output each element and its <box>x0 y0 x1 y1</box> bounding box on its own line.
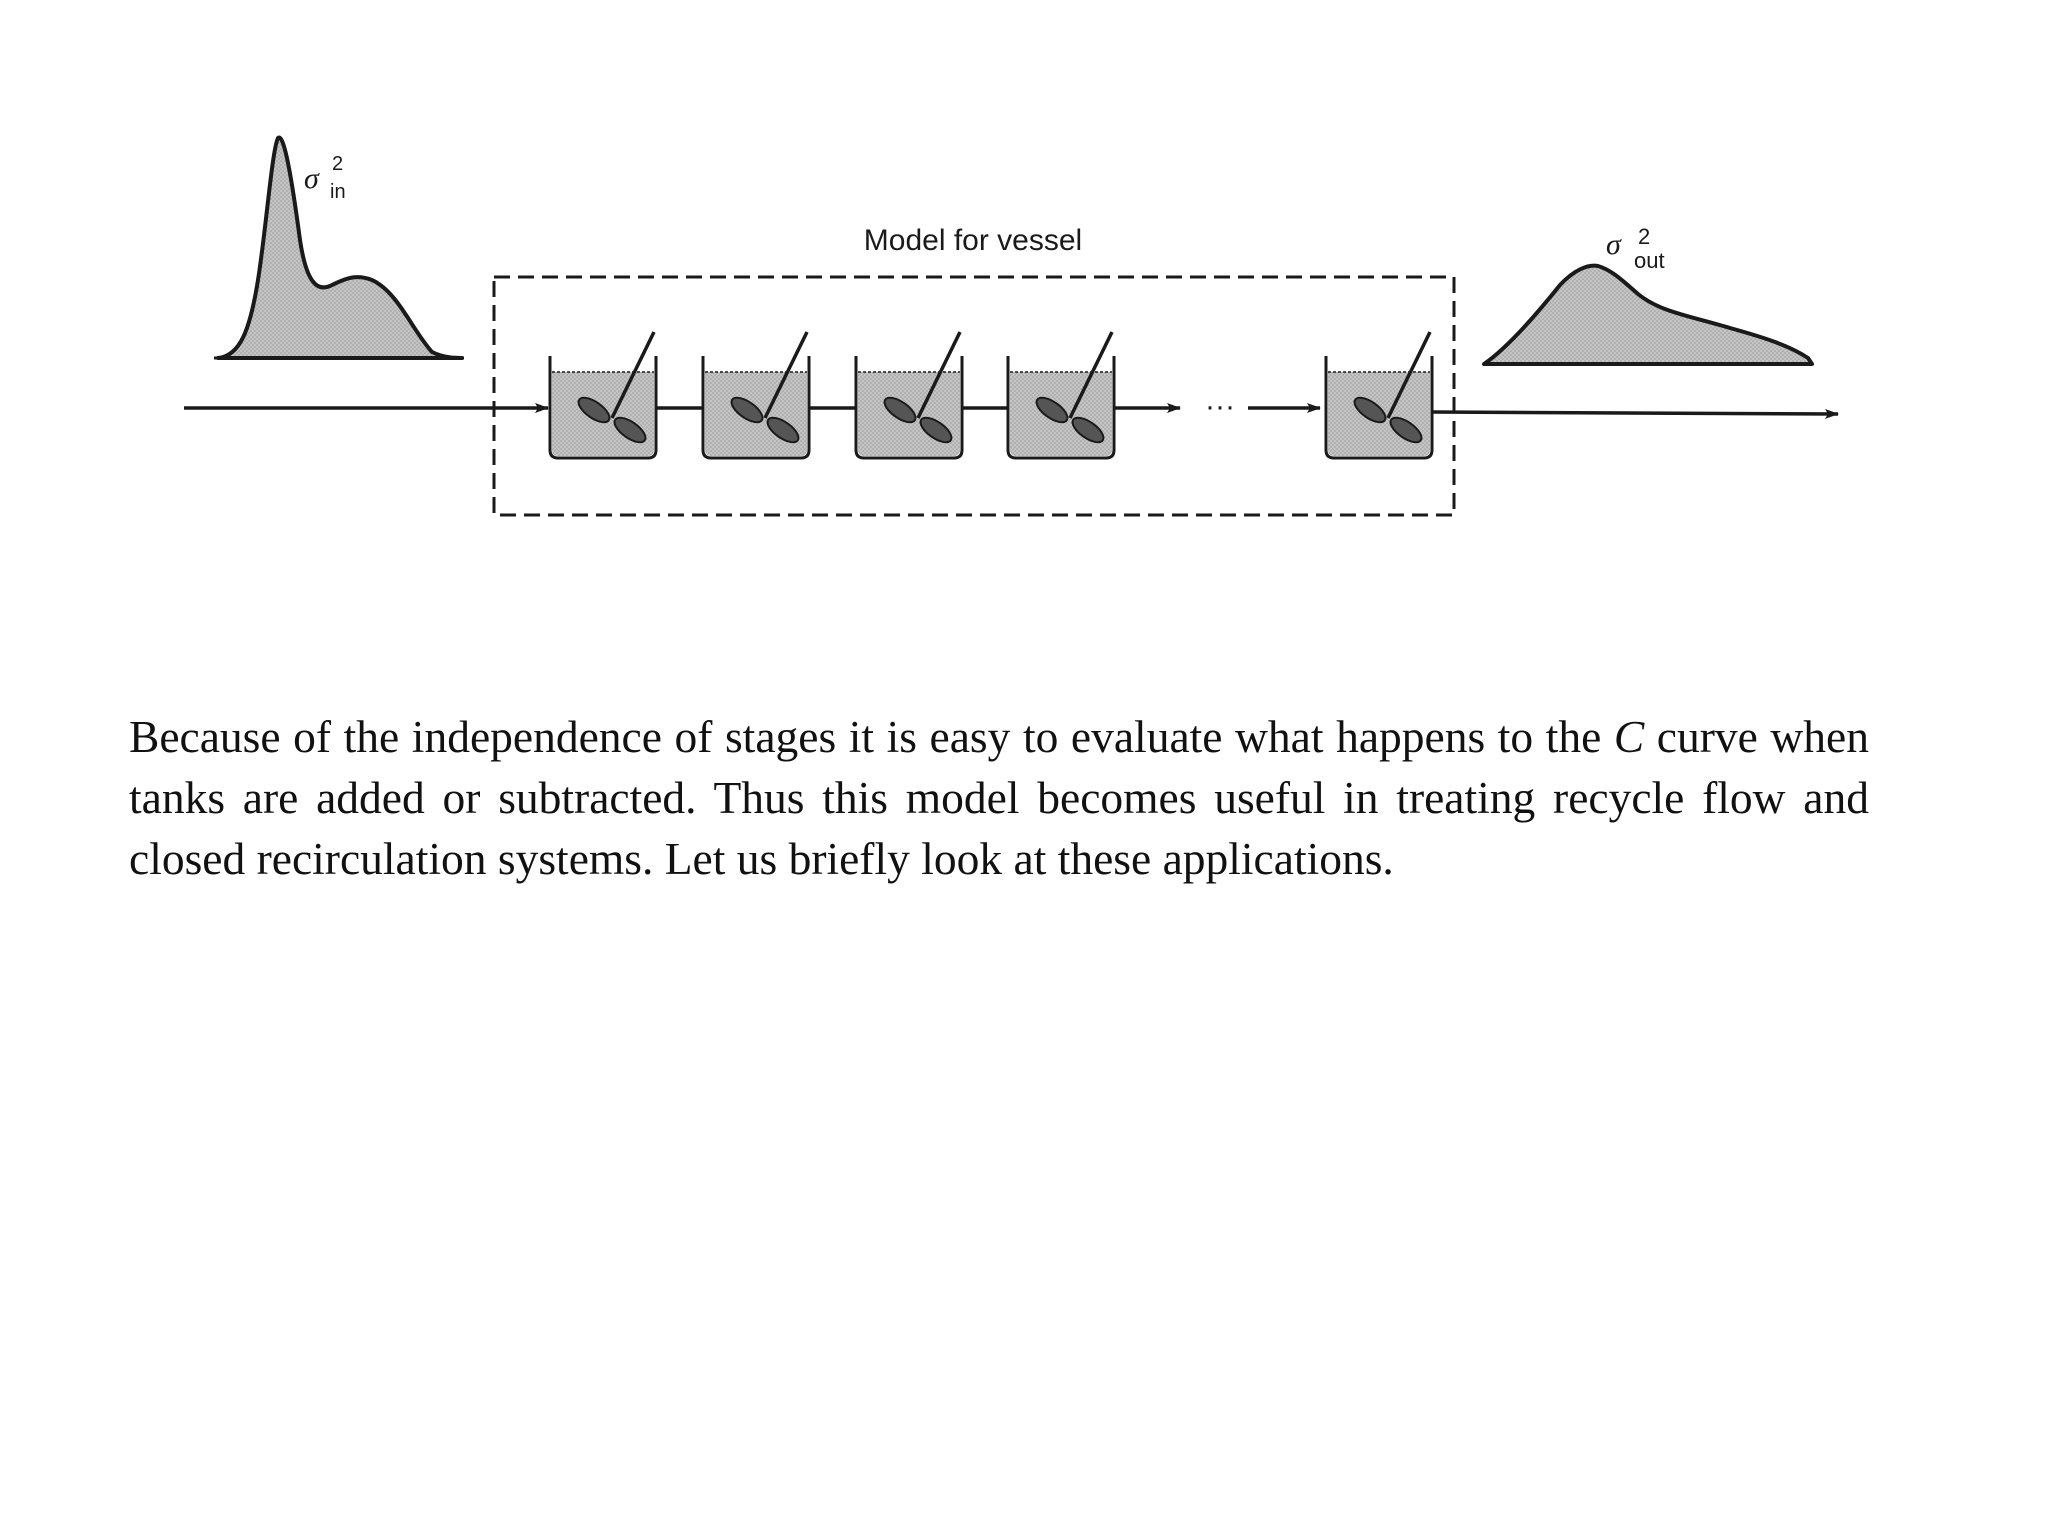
stirred-tank <box>550 332 656 458</box>
stirred-tank <box>1326 332 1432 458</box>
stirred-tank <box>1008 332 1114 458</box>
sigma-in-subscript: in <box>330 181 346 203</box>
sigma-out-subscript: out <box>1634 248 1665 273</box>
ellipsis-more-tanks: ··· <box>1205 390 1235 423</box>
sigma-in-superscript: 2 <box>332 153 344 175</box>
sigma-out-superscript: 2 <box>1638 224 1651 249</box>
model-for-vessel-label: Model for vessel <box>863 224 1083 257</box>
body-paragraph <box>129 706 1869 889</box>
paragraph-text-start: Because of the independence of stages it is easy to evaluate what happens to the <box>129 711 1614 762</box>
vessel-model-figure <box>0 0 2048 560</box>
sigma-in-symbol: σ <box>304 162 319 195</box>
c-curve-symbol: C <box>1613 711 1645 762</box>
sigma-out-symbol: σ <box>1606 228 1621 261</box>
output-distribution-curve <box>1484 266 1812 364</box>
paragraph-text-end: curve when tanks are added or subtracted. Thus this model becomes useful in treating recycle flow and closed recirculation systems. Let us briefly look at these applications. <box>129 711 1869 884</box>
stirred-tank <box>703 332 809 458</box>
stirred-tank <box>856 332 962 458</box>
outlet-flow-arrow <box>1432 412 1838 414</box>
